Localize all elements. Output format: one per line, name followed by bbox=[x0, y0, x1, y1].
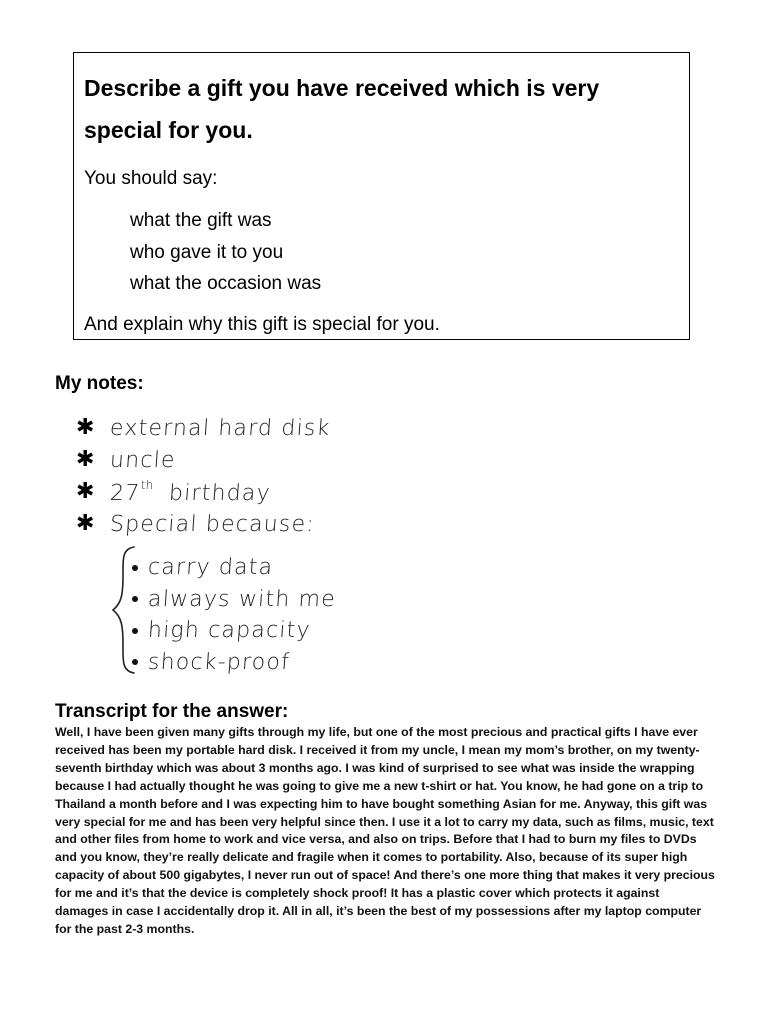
cue-point: who gave it to you bbox=[130, 241, 284, 263]
note-text: external hard disk bbox=[109, 415, 332, 441]
reason-item bbox=[132, 615, 336, 647]
note-text: uncle bbox=[109, 447, 177, 473]
transcript-body: Well, I have been given many gifts through my life, but one of the most precious and practical gifts I have ever received has been my portable hard disk. I received it from my uncle, I mean my mom’s brother, on my twenty-seventh birthday which was about 3 months ago. I was kind of surprised to see what was inside the wrapping because I had actually thought he was going to give me a new t-shirt or hat. You know, he had gone on a trip to Thailand a month before and I was expecting him to have bought something Asian for me. Anyway, this gift was very special for me and has been very helpful since then. I use it a lot to carry my data, such as films, music, text and other files from home to work and vice versa, and also on trips. Before that I had to burn my files to DVDs and you know, they’re really delicate and fragile when it comes to portability. Also, because of its super high capacity of about 500 gigabytes, I never run out of space! And there’s one more thing that makes it very precious for me and it’s that the device is completely shock proof! It has a plastic cover which protects it against damages in case I accidentally drop it. All in all, it’s been the best of my possessions after my laptop computer for the past 2-3 months. bbox=[55, 725, 715, 936]
cue-card-points bbox=[130, 205, 321, 300]
note-item bbox=[76, 476, 330, 508]
reason-text: shock-proof bbox=[147, 649, 291, 675]
note-birthday-suffix: th bbox=[140, 478, 154, 492]
note-birthday-word: birthday bbox=[168, 481, 272, 506]
cue-point: what the gift was bbox=[130, 210, 272, 231]
asterisk-icon: ✱ bbox=[76, 415, 95, 440]
bullet-icon bbox=[132, 628, 138, 634]
note-birthday-number: 27 bbox=[109, 481, 142, 506]
reason-item bbox=[132, 647, 336, 679]
transcript-heading: Transcript for the answer: bbox=[55, 701, 289, 722]
note-item bbox=[76, 508, 330, 540]
bullet-icon bbox=[132, 659, 138, 665]
note-text: Special because: bbox=[109, 511, 316, 537]
note-text-birthday bbox=[109, 478, 272, 506]
cue-card-closing: And explain why this gift is special for you. bbox=[84, 314, 440, 335]
note-item bbox=[76, 444, 330, 476]
reason-item bbox=[132, 584, 336, 616]
notes-heading: My notes: bbox=[55, 373, 144, 394]
reason-text: carry data bbox=[147, 555, 275, 581]
bullet-icon bbox=[132, 596, 138, 602]
cue-card-title: Describe a gift you have received which is very special for you. bbox=[84, 75, 600, 143]
asterisk-icon: ✱ bbox=[76, 511, 95, 536]
reasons-list bbox=[132, 552, 336, 678]
cue-card bbox=[73, 52, 690, 340]
reason-text: always with me bbox=[147, 586, 337, 612]
note-item bbox=[76, 412, 330, 444]
cue-card-intro: You should say: bbox=[84, 168, 218, 189]
notes-list bbox=[76, 412, 330, 540]
reason-text: high capacity bbox=[147, 618, 312, 644]
bullet-icon bbox=[132, 565, 138, 571]
cue-point: what the occasion was bbox=[130, 273, 322, 294]
reason-item bbox=[132, 552, 336, 584]
asterisk-icon: ✱ bbox=[76, 479, 95, 504]
asterisk-icon: ✱ bbox=[76, 447, 95, 472]
